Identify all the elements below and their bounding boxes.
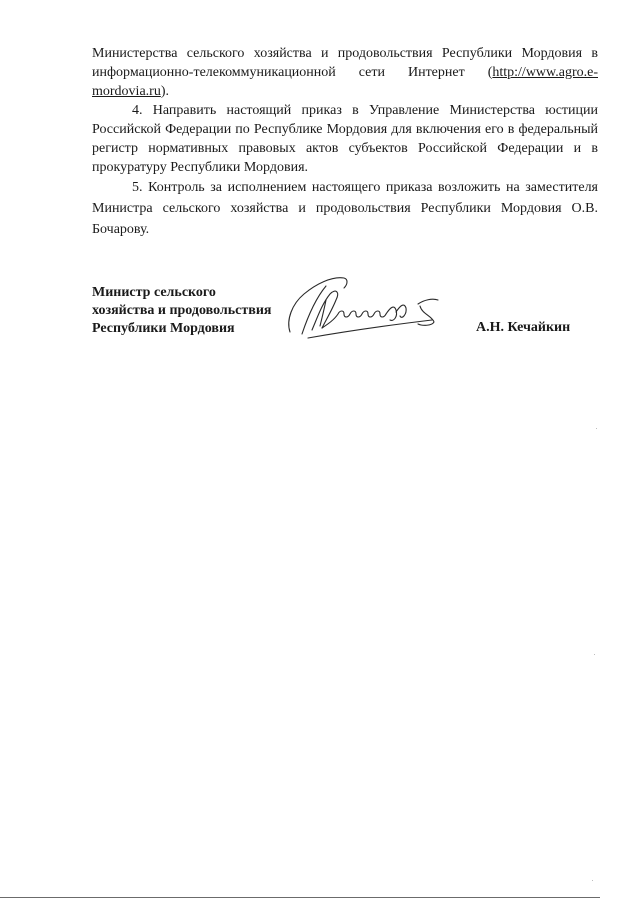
signatory-title-line: хозяйства и продовольствия (92, 303, 272, 318)
scan-speck (596, 428, 597, 429)
paragraph-continued (92, 44, 598, 101)
signatory-title-line: Министр сельского (92, 285, 216, 300)
handwritten-signature (282, 270, 442, 342)
scan-speck (592, 880, 593, 881)
website-link[interactable]: http://www.agro.e-mordovia.ru (92, 65, 598, 99)
paragraph-line: в информационно-телекоммуникационной сети Интернет ( (92, 46, 598, 80)
paragraph-4: 4. Направить настоящий приказ в Управление Министерства юстиции Российской Федерации по Республике Мордовия для включения его в федеральный регистр нормативных правовых актов субъектов Российской Федерации и в прокуратуру Республики Мордовия. (92, 103, 598, 175)
signatory-title (92, 284, 271, 338)
paragraph-line: Министерства сельского хозяйства и продовольствия Республики Мордовия (92, 46, 583, 61)
paragraph-5: 5. Контроль за исполнением настоящего приказа возложить на заместителя Министра сельского хозяйства и продовольствия Республики Мордовия О.В. Бочарову. (92, 180, 598, 237)
paragraph-line-end: ). (160, 84, 169, 99)
signer-name: А.Н. Кечайкин (476, 320, 571, 335)
bottom-edge-line (0, 897, 600, 898)
signatory-title-line: Республики Мордовия (92, 321, 235, 336)
scan-speck (594, 654, 595, 655)
body-text (92, 44, 598, 240)
